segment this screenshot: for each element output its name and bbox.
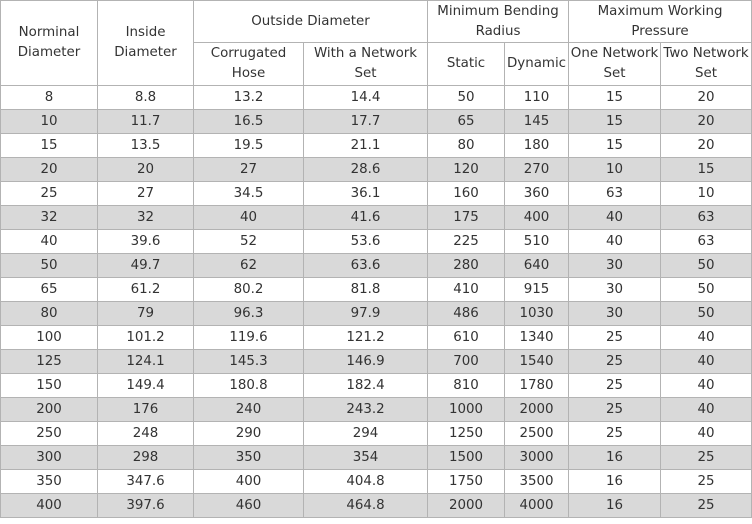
two-network-set-pressure-cell: 20: [661, 134, 752, 158]
corrugated-hose-od-cell: 34.5: [194, 182, 304, 206]
table-row: [1, 254, 752, 278]
nominal-diameter-cell: 32: [1, 206, 98, 230]
inside-diameter-cell: 79: [98, 302, 194, 326]
corrugated-hose-od-cell: 350: [194, 446, 304, 470]
network-set-od-cell: 404.8: [304, 470, 428, 494]
inside-diameter-cell: 27: [98, 182, 194, 206]
static-radius-cell: 1000: [428, 398, 505, 422]
one-network-set-pressure-cell: 25: [569, 422, 661, 446]
dynamic-radius-cell: 1780: [505, 374, 569, 398]
table-row: [1, 470, 752, 494]
nominal-diameter-cell: 15: [1, 134, 98, 158]
header-nominal-diameter: Norminal Diameter: [1, 1, 98, 86]
corrugated-hose-od-cell: 62: [194, 254, 304, 278]
static-radius-cell: 2000: [428, 494, 505, 518]
network-set-od-cell: 63.6: [304, 254, 428, 278]
corrugated-hose-od-cell: 16.5: [194, 110, 304, 134]
corrugated-hose-od-cell: 13.2: [194, 86, 304, 110]
static-radius-cell: 50: [428, 86, 505, 110]
nominal-diameter-cell: 20: [1, 158, 98, 182]
two-network-set-pressure-cell: 63: [661, 206, 752, 230]
header-dynamic: Dynamic: [505, 43, 569, 86]
network-set-od-cell: 81.8: [304, 278, 428, 302]
corrugated-hose-od-cell: 460: [194, 494, 304, 518]
static-radius-cell: 160: [428, 182, 505, 206]
corrugated-hose-od-cell: 19.5: [194, 134, 304, 158]
one-network-set-pressure-cell: 25: [569, 350, 661, 374]
inside-diameter-cell: 149.4: [98, 374, 194, 398]
header-one-network-set: One Network Set: [569, 43, 661, 86]
nominal-diameter-cell: 150: [1, 374, 98, 398]
dynamic-radius-cell: 180: [505, 134, 569, 158]
one-network-set-pressure-cell: 40: [569, 206, 661, 230]
corrugated-hose-od-cell: 27: [194, 158, 304, 182]
dynamic-radius-cell: 4000: [505, 494, 569, 518]
one-network-set-pressure-cell: 10: [569, 158, 661, 182]
two-network-set-pressure-cell: 20: [661, 86, 752, 110]
dynamic-radius-cell: 510: [505, 230, 569, 254]
dynamic-radius-cell: 2000: [505, 398, 569, 422]
dynamic-radius-cell: 1540: [505, 350, 569, 374]
inside-diameter-cell: 11.7: [98, 110, 194, 134]
inside-diameter-cell: 248: [98, 422, 194, 446]
dynamic-radius-cell: 1030: [505, 302, 569, 326]
static-radius-cell: 120: [428, 158, 505, 182]
one-network-set-pressure-cell: 25: [569, 374, 661, 398]
network-set-od-cell: 97.9: [304, 302, 428, 326]
static-radius-cell: 65: [428, 110, 505, 134]
inside-diameter-cell: 13.5: [98, 134, 194, 158]
static-radius-cell: 1500: [428, 446, 505, 470]
header-min-bending-radius: Minimum Bending Radius: [428, 1, 569, 43]
inside-diameter-cell: 176: [98, 398, 194, 422]
network-set-od-cell: 121.2: [304, 326, 428, 350]
one-network-set-pressure-cell: 16: [569, 446, 661, 470]
inside-diameter-cell: 49.7: [98, 254, 194, 278]
table-row: [1, 86, 752, 110]
network-set-od-cell: 41.6: [304, 206, 428, 230]
network-set-od-cell: 464.8: [304, 494, 428, 518]
network-set-od-cell: 53.6: [304, 230, 428, 254]
dynamic-radius-cell: 270: [505, 158, 569, 182]
network-set-od-cell: 36.1: [304, 182, 428, 206]
nominal-diameter-cell: 125: [1, 350, 98, 374]
inside-diameter-cell: 101.2: [98, 326, 194, 350]
header-outside-diameter: Outside Diameter: [194, 1, 428, 43]
static-radius-cell: 610: [428, 326, 505, 350]
static-radius-cell: 280: [428, 254, 505, 278]
one-network-set-pressure-cell: 15: [569, 86, 661, 110]
network-set-od-cell: 14.4: [304, 86, 428, 110]
two-network-set-pressure-cell: 15: [661, 158, 752, 182]
two-network-set-pressure-cell: 25: [661, 494, 752, 518]
dynamic-radius-cell: 915: [505, 278, 569, 302]
nominal-diameter-cell: 25: [1, 182, 98, 206]
network-set-od-cell: 21.1: [304, 134, 428, 158]
table-row: [1, 398, 752, 422]
one-network-set-pressure-cell: 63: [569, 182, 661, 206]
one-network-set-pressure-cell: 40: [569, 230, 661, 254]
inside-diameter-cell: 298: [98, 446, 194, 470]
table-row: [1, 326, 752, 350]
header-max-working-pressure: Maximum Working Pressure: [569, 1, 752, 43]
header-corrugated-hose: Corrugated Hose: [194, 43, 304, 86]
static-radius-cell: 225: [428, 230, 505, 254]
nominal-diameter-cell: 200: [1, 398, 98, 422]
table-row: [1, 110, 752, 134]
dynamic-radius-cell: 640: [505, 254, 569, 278]
one-network-set-pressure-cell: 15: [569, 134, 661, 158]
inside-diameter-cell: 8.8: [98, 86, 194, 110]
nominal-diameter-cell: 100: [1, 326, 98, 350]
table-row: [1, 158, 752, 182]
table-row: [1, 230, 752, 254]
static-radius-cell: 175: [428, 206, 505, 230]
static-radius-cell: 700: [428, 350, 505, 374]
nominal-diameter-cell: 80: [1, 302, 98, 326]
dynamic-radius-cell: 110: [505, 86, 569, 110]
dynamic-radius-cell: 400: [505, 206, 569, 230]
table-row: [1, 302, 752, 326]
header-two-network-set: Two Network Set: [661, 43, 752, 86]
corrugated-hose-od-cell: 400: [194, 470, 304, 494]
dynamic-radius-cell: 145: [505, 110, 569, 134]
static-radius-cell: 486: [428, 302, 505, 326]
two-network-set-pressure-cell: 40: [661, 374, 752, 398]
static-radius-cell: 1750: [428, 470, 505, 494]
one-network-set-pressure-cell: 25: [569, 326, 661, 350]
table-row: [1, 278, 752, 302]
table-row: [1, 182, 752, 206]
corrugated-hose-od-cell: 290: [194, 422, 304, 446]
nominal-diameter-cell: 400: [1, 494, 98, 518]
nominal-diameter-cell: 300: [1, 446, 98, 470]
two-network-set-pressure-cell: 40: [661, 326, 752, 350]
header-static: Static: [428, 43, 505, 86]
network-set-od-cell: 17.7: [304, 110, 428, 134]
network-set-od-cell: 354: [304, 446, 428, 470]
two-network-set-pressure-cell: 10: [661, 182, 752, 206]
corrugated-hose-od-cell: 96.3: [194, 302, 304, 326]
dynamic-radius-cell: 3000: [505, 446, 569, 470]
two-network-set-pressure-cell: 25: [661, 470, 752, 494]
network-set-od-cell: 28.6: [304, 158, 428, 182]
network-set-od-cell: 243.2: [304, 398, 428, 422]
static-radius-cell: 1250: [428, 422, 505, 446]
inside-diameter-cell: 397.6: [98, 494, 194, 518]
inside-diameter-cell: 20: [98, 158, 194, 182]
header-inside-diameter: Inside Diameter: [98, 1, 194, 86]
inside-diameter-cell: 124.1: [98, 350, 194, 374]
dynamic-radius-cell: 3500: [505, 470, 569, 494]
table-row: [1, 350, 752, 374]
nominal-diameter-cell: 40: [1, 230, 98, 254]
nominal-diameter-cell: 250: [1, 422, 98, 446]
static-radius-cell: 810: [428, 374, 505, 398]
one-network-set-pressure-cell: 30: [569, 278, 661, 302]
two-network-set-pressure-cell: 40: [661, 350, 752, 374]
one-network-set-pressure-cell: 15: [569, 110, 661, 134]
inside-diameter-cell: 61.2: [98, 278, 194, 302]
two-network-set-pressure-cell: 50: [661, 278, 752, 302]
inside-diameter-cell: 39.6: [98, 230, 194, 254]
corrugated-hose-od-cell: 119.6: [194, 326, 304, 350]
corrugated-hose-od-cell: 40: [194, 206, 304, 230]
two-network-set-pressure-cell: 20: [661, 110, 752, 134]
corrugated-hose-od-cell: 240: [194, 398, 304, 422]
one-network-set-pressure-cell: 16: [569, 470, 661, 494]
network-set-od-cell: 146.9: [304, 350, 428, 374]
nominal-diameter-cell: 10: [1, 110, 98, 134]
table-body: [1, 86, 752, 518]
dynamic-radius-cell: 2500: [505, 422, 569, 446]
two-network-set-pressure-cell: 50: [661, 302, 752, 326]
corrugated-hose-od-cell: 145.3: [194, 350, 304, 374]
inside-diameter-cell: 32: [98, 206, 194, 230]
inside-diameter-cell: 347.6: [98, 470, 194, 494]
one-network-set-pressure-cell: 25: [569, 398, 661, 422]
dynamic-radius-cell: 360: [505, 182, 569, 206]
table-row: [1, 494, 752, 518]
one-network-set-pressure-cell: 30: [569, 302, 661, 326]
table-header: [1, 1, 752, 86]
table-row: [1, 206, 752, 230]
corrugated-hose-od-cell: 80.2: [194, 278, 304, 302]
static-radius-cell: 80: [428, 134, 505, 158]
corrugated-hose-od-cell: 180.8: [194, 374, 304, 398]
corrugated-hose-od-cell: 52: [194, 230, 304, 254]
table-row: [1, 422, 752, 446]
network-set-od-cell: 182.4: [304, 374, 428, 398]
one-network-set-pressure-cell: 16: [569, 494, 661, 518]
one-network-set-pressure-cell: 30: [569, 254, 661, 278]
two-network-set-pressure-cell: 50: [661, 254, 752, 278]
nominal-diameter-cell: 65: [1, 278, 98, 302]
dynamic-radius-cell: 1340: [505, 326, 569, 350]
two-network-set-pressure-cell: 40: [661, 398, 752, 422]
nominal-diameter-cell: 8: [1, 86, 98, 110]
static-radius-cell: 410: [428, 278, 505, 302]
two-network-set-pressure-cell: 40: [661, 422, 752, 446]
table-row: [1, 134, 752, 158]
header-with-network-set: With a Network Set: [304, 43, 428, 86]
two-network-set-pressure-cell: 63: [661, 230, 752, 254]
table-row: [1, 446, 752, 470]
network-set-od-cell: 294: [304, 422, 428, 446]
two-network-set-pressure-cell: 25: [661, 446, 752, 470]
table-row: [1, 374, 752, 398]
nominal-diameter-cell: 350: [1, 470, 98, 494]
nominal-diameter-cell: 50: [1, 254, 98, 278]
